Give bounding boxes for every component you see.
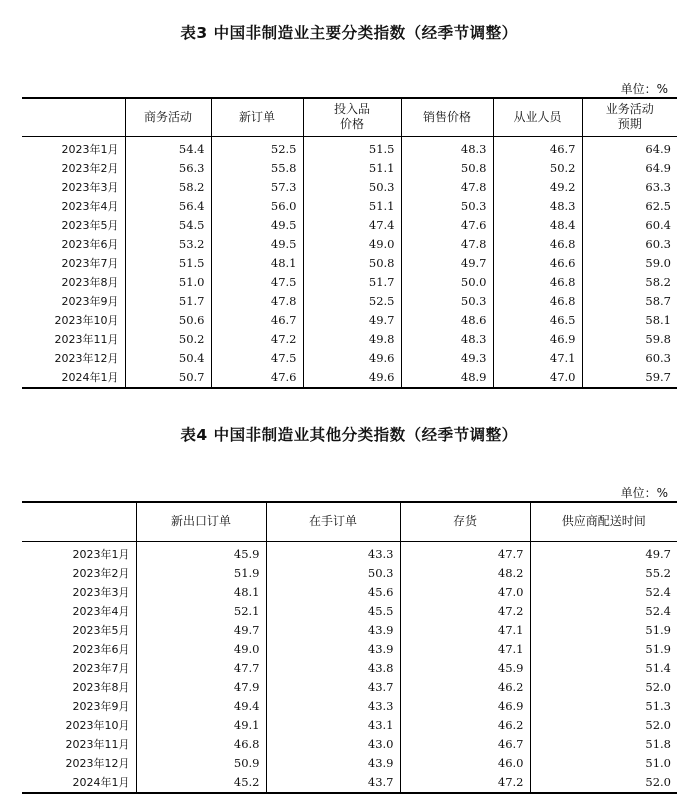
table-cell: 50.8 — [303, 254, 401, 273]
table-row — [22, 197, 677, 216]
table3-header-4: 销售价格 — [401, 98, 493, 136]
table-cell: 51.8 — [530, 735, 677, 754]
table-cell: 47.5 — [211, 273, 303, 292]
table-cell: 51.0 — [125, 273, 211, 292]
table-cell: 52.5 — [211, 136, 303, 159]
table-cell: 43.1 — [266, 716, 400, 735]
table3-header-0 — [22, 98, 125, 136]
table-cell: 62.5 — [582, 197, 677, 216]
table-cell: 52.4 — [530, 602, 677, 621]
table-cell: 48.4 — [493, 216, 582, 235]
table-cell: 58.1 — [582, 311, 677, 330]
table-cell: 48.9 — [401, 368, 493, 388]
row-label: 2023年1月 — [61, 142, 119, 156]
table-cell: 50.4 — [125, 349, 211, 368]
table-cell: 43.9 — [266, 754, 400, 773]
table-row — [22, 311, 677, 330]
table-row — [22, 583, 677, 602]
table-cell: 47.0 — [493, 368, 582, 388]
table4-header-3: 存货 — [400, 502, 530, 541]
row-label: 2023年10月 — [54, 313, 119, 327]
table-cell: 52.5 — [303, 292, 401, 311]
table-cell: 46.7 — [400, 735, 530, 754]
table-cell: 47.5 — [211, 349, 303, 368]
table-cell: 46.2 — [400, 678, 530, 697]
row-label: 2023年9月 — [72, 699, 130, 713]
table4-header-2: 在手订单 — [266, 502, 400, 541]
table-cell: 48.3 — [401, 136, 493, 159]
table-cell: 49.5 — [211, 235, 303, 254]
table-cell: 49.3 — [401, 349, 493, 368]
table-cell: 56.4 — [125, 197, 211, 216]
table-cell: 52.4 — [530, 583, 677, 602]
table-row — [22, 659, 677, 678]
row-label: 2023年7月 — [61, 256, 119, 270]
row-label: 2023年1月 — [72, 547, 130, 561]
table-cell: 43.8 — [266, 659, 400, 678]
table-cell: 51.5 — [125, 254, 211, 273]
table-cell: 47.8 — [211, 292, 303, 311]
table-row — [22, 678, 677, 697]
table-cell: 47.1 — [400, 640, 530, 659]
table-row — [22, 178, 677, 197]
table-cell: 49.7 — [530, 541, 677, 564]
table-cell: 49.6 — [303, 368, 401, 388]
row-label: 2023年4月 — [72, 604, 130, 618]
table-cell: 47.4 — [303, 216, 401, 235]
table-row — [22, 754, 677, 773]
table-row — [22, 368, 677, 388]
table-cell: 50.7 — [125, 368, 211, 388]
table-cell: 63.3 — [582, 178, 677, 197]
table-cell: 49.8 — [303, 330, 401, 349]
table-cell: 58.2 — [125, 178, 211, 197]
table-cell: 59.8 — [582, 330, 677, 349]
table-cell: 48.6 — [401, 311, 493, 330]
table-cell: 58.7 — [582, 292, 677, 311]
table-cell: 43.9 — [266, 621, 400, 640]
table-cell: 50.0 — [401, 273, 493, 292]
table-cell: 46.8 — [493, 273, 582, 292]
table-cell: 57.3 — [211, 178, 303, 197]
table-cell: 49.1 — [136, 716, 266, 735]
table-row — [22, 292, 677, 311]
table-row — [22, 216, 677, 235]
table3-unit: 单位：% — [620, 82, 668, 96]
table-cell: 51.1 — [303, 159, 401, 178]
table-cell: 49.5 — [211, 216, 303, 235]
table3-header-row — [22, 98, 677, 136]
table3-title: 表3 中国非制造业主要分类指数（经季节调整） — [180, 24, 518, 42]
table-row — [22, 235, 677, 254]
table-row — [22, 541, 677, 564]
table-cell: 43.7 — [266, 773, 400, 793]
table3-header-1: 商务活动 — [125, 98, 211, 136]
table-cell: 49.2 — [493, 178, 582, 197]
row-label: 2023年2月 — [72, 566, 130, 580]
table-cell: 59.0 — [582, 254, 677, 273]
table3-header-3: 投入品 价格 — [303, 98, 401, 136]
table-cell: 46.5 — [493, 311, 582, 330]
table-cell: 49.6 — [303, 349, 401, 368]
row-label: 2023年6月 — [61, 237, 119, 251]
row-label: 2023年12月 — [54, 351, 119, 365]
table-cell: 55.2 — [530, 564, 677, 583]
table-cell: 46.8 — [493, 292, 582, 311]
table-cell: 50.9 — [136, 754, 266, 773]
table-cell: 54.5 — [125, 216, 211, 235]
table-cell: 50.8 — [401, 159, 493, 178]
table-cell: 46.8 — [136, 735, 266, 754]
table-cell: 50.2 — [493, 159, 582, 178]
table-cell: 47.2 — [400, 773, 530, 793]
row-label: 2023年8月 — [61, 275, 119, 289]
table4-header-row — [22, 502, 677, 541]
table-cell: 46.2 — [400, 716, 530, 735]
table-cell: 51.1 — [303, 197, 401, 216]
table3-header-6: 业务活动 预期 — [582, 98, 677, 136]
table-cell: 46.9 — [400, 697, 530, 716]
table-cell: 49.0 — [303, 235, 401, 254]
table-cell: 46.7 — [493, 136, 582, 159]
table-cell: 51.9 — [530, 621, 677, 640]
table-cell: 45.6 — [266, 583, 400, 602]
table-cell: 52.0 — [530, 678, 677, 697]
table-row — [22, 697, 677, 716]
row-label: 2023年11月 — [65, 737, 130, 751]
row-label: 2023年3月 — [61, 180, 119, 194]
table-cell: 55.8 — [211, 159, 303, 178]
table-cell: 47.1 — [493, 349, 582, 368]
row-label: 2023年11月 — [54, 332, 119, 346]
table-cell: 51.7 — [125, 292, 211, 311]
table-row — [22, 159, 677, 178]
table-cell: 47.6 — [211, 368, 303, 388]
row-label: 2023年4月 — [61, 199, 119, 213]
table-cell: 46.8 — [493, 235, 582, 254]
table-cell: 43.3 — [266, 541, 400, 564]
table-cell: 46.0 — [400, 754, 530, 773]
row-label: 2024年1月 — [22, 368, 125, 388]
table-cell: 64.9 — [582, 159, 677, 178]
table-cell: 52.0 — [530, 716, 677, 735]
table-cell: 45.9 — [136, 541, 266, 564]
table-cell: 46.9 — [493, 330, 582, 349]
row-label: 2023年7月 — [72, 661, 130, 675]
table-cell: 51.0 — [530, 754, 677, 773]
row-label: 2023年8月 — [72, 680, 130, 694]
row-label: 2023年9月 — [61, 294, 119, 308]
table4-header-4: 供应商配送时间 — [530, 502, 677, 541]
table-cell: 50.2 — [125, 330, 211, 349]
table3 — [22, 97, 677, 389]
table-cell: 53.2 — [125, 235, 211, 254]
table-cell: 45.5 — [266, 602, 400, 621]
table-row — [22, 602, 677, 621]
table-cell: 47.8 — [401, 235, 493, 254]
table4-unit: 单位：% — [620, 486, 668, 500]
table-cell: 56.3 — [125, 159, 211, 178]
table3-body — [22, 136, 677, 388]
table-cell: 47.0 — [400, 583, 530, 602]
row-label: 2023年5月 — [61, 218, 119, 232]
table-cell: 45.9 — [400, 659, 530, 678]
table-cell: 46.7 — [211, 311, 303, 330]
table-row — [22, 621, 677, 640]
table-cell: 50.3 — [266, 564, 400, 583]
table4-section — [0, 400, 698, 805]
table-cell: 49.7 — [303, 311, 401, 330]
table-cell: 51.7 — [303, 273, 401, 292]
table-cell: 49.4 — [136, 697, 266, 716]
table-cell: 60.3 — [582, 235, 677, 254]
row-label: 2024年1月 — [22, 773, 136, 793]
table-cell: 51.9 — [530, 640, 677, 659]
table-cell: 47.8 — [401, 178, 493, 197]
table-cell: 47.1 — [400, 621, 530, 640]
table-row — [22, 735, 677, 754]
table-row — [22, 640, 677, 659]
table-cell: 59.7 — [582, 368, 677, 388]
table3-header-2: 新订单 — [211, 98, 303, 136]
table-cell: 48.2 — [400, 564, 530, 583]
row-label: 2023年2月 — [61, 161, 119, 175]
table-cell: 49.7 — [136, 621, 266, 640]
table3-section — [0, 0, 698, 400]
table4 — [22, 501, 677, 794]
table-cell: 50.3 — [401, 292, 493, 311]
table-cell: 60.4 — [582, 216, 677, 235]
row-label: 2023年12月 — [65, 756, 130, 770]
table-cell: 64.9 — [582, 136, 677, 159]
table-row — [22, 136, 677, 159]
table-row — [22, 349, 677, 368]
table-cell: 50.3 — [401, 197, 493, 216]
table-cell: 48.1 — [136, 583, 266, 602]
table4-title: 表4 中国非制造业其他分类指数（经季节调整） — [180, 426, 518, 444]
table-row — [22, 330, 677, 349]
table-row — [22, 273, 677, 292]
table-cell: 52.0 — [530, 773, 677, 793]
table-row — [22, 254, 677, 273]
table-cell: 49.7 — [401, 254, 493, 273]
table-cell: 60.3 — [582, 349, 677, 368]
table-row — [22, 716, 677, 735]
table-cell: 43.7 — [266, 678, 400, 697]
table-cell: 51.3 — [530, 697, 677, 716]
table4-body — [22, 541, 677, 793]
row-label: 2023年5月 — [72, 623, 130, 637]
table-cell: 51.9 — [136, 564, 266, 583]
row-label: 2023年3月 — [72, 585, 130, 599]
table-cell: 47.7 — [136, 659, 266, 678]
table-cell: 43.3 — [266, 697, 400, 716]
table4-header-0 — [22, 502, 136, 541]
table-cell: 43.9 — [266, 640, 400, 659]
table-cell: 50.6 — [125, 311, 211, 330]
table-cell: 47.7 — [400, 541, 530, 564]
row-label: 2023年10月 — [65, 718, 130, 732]
table-cell: 48.3 — [401, 330, 493, 349]
table-cell: 51.4 — [530, 659, 677, 678]
table4-header-1: 新出口订单 — [136, 502, 266, 541]
table-cell: 50.3 — [303, 178, 401, 197]
table-cell: 48.1 — [211, 254, 303, 273]
table-cell: 47.6 — [401, 216, 493, 235]
table-cell: 51.5 — [303, 136, 401, 159]
table-cell: 58.2 — [582, 273, 677, 292]
table3-header-5: 从业人员 — [493, 98, 582, 136]
table-row — [22, 564, 677, 583]
table-cell: 43.0 — [266, 735, 400, 754]
row-label: 2023年6月 — [72, 642, 130, 656]
table-cell: 56.0 — [211, 197, 303, 216]
table-cell: 49.0 — [136, 640, 266, 659]
table-row — [22, 773, 677, 793]
table-cell: 48.3 — [493, 197, 582, 216]
table-cell: 47.2 — [211, 330, 303, 349]
table-cell: 54.4 — [125, 136, 211, 159]
table-cell: 47.9 — [136, 678, 266, 697]
table-cell: 45.2 — [136, 773, 266, 793]
table-cell: 47.2 — [400, 602, 530, 621]
table-cell: 52.1 — [136, 602, 266, 621]
table-cell: 46.6 — [493, 254, 582, 273]
